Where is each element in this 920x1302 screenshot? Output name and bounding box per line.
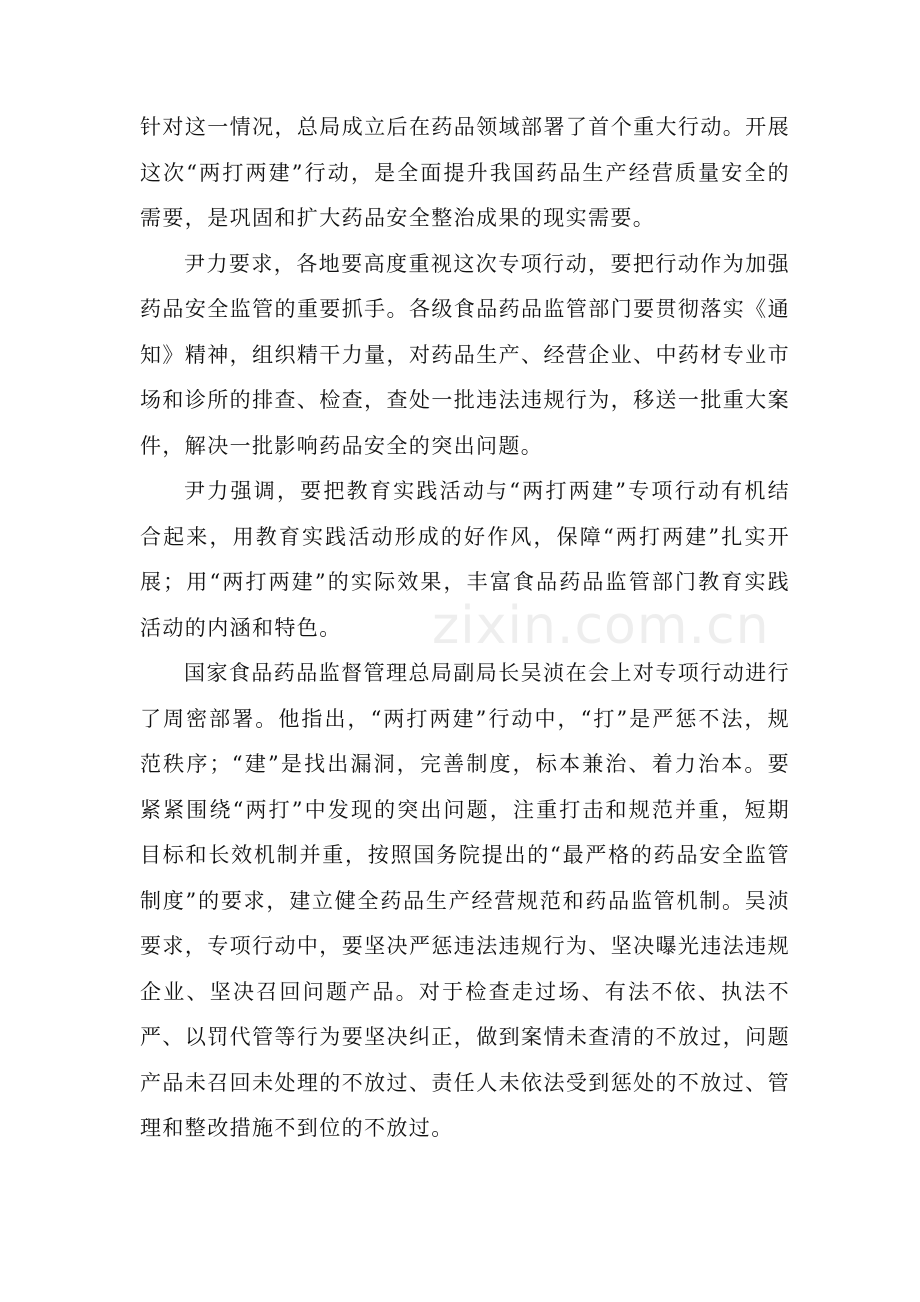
paragraph-3: 尹力强调，要把教育实践活动与“两打两建”专项行动有机结合起来，用教育实践活动形成的好作风，保障“两打两建”扎实开展；用“两打两建”的实际效果，丰富食品药品监管部门教育实践活动的内涵和特色。 (140, 479, 790, 640)
document-body (140, 105, 790, 1152)
paragraph-2: 尹力要求，各地要高度重视这次专项行动，要把行动作为加强药品安全监管的重要抓手。各级食品药品监管部门要贯彻落实《通知》精神，组织精干力量，对药品生产、经营企业、中药材专业市场和诊所的排查、检查，查处一批违法违规行为，移送一批重大案件，解决一批影响药品安全的突出问题。 (140, 251, 790, 458)
paragraph-4: 国家食品药品监督管理总局副局长吴浈在会上对专项行动进行了周密部署。他指出，“两打两建”行动中，“打”是严惩不法，规范秩序；“建”是找出漏洞，完善制度，标本兼治、着力治本。要紧紧围绕“两打”中发现的突出问题，注重打击和规范并重，短期目标和长效机制并重，按照国务院提出的“最严格的药品安全监管制度”的要求，建立健全药品生产经营规范和药品监管机制。吴浈要求，专项行动中，要坚决严惩违法违规行为、坚决曝光违法违规企业、坚决召回问题产品。对于检查走过场、有法不依、执法不严、以罚代管等行为要坚决纠正，做到案情未查清的不放过，问题产品未召回未处理的不放过、责任人未依法受到惩处的不放过、管理和整改措施不到位的不放过。 (140, 661, 790, 1140)
watermark-text: zixin.com.cn (432, 596, 770, 656)
paragraph-1: 针对这一情况，总局成立后在药品领域部署了首个重大行动。开展这次“两打两建”行动，是全面提升我国药品生产经营质量安全的需要，是巩固和扩大药品安全整治成果的现实需要。 (140, 115, 790, 230)
